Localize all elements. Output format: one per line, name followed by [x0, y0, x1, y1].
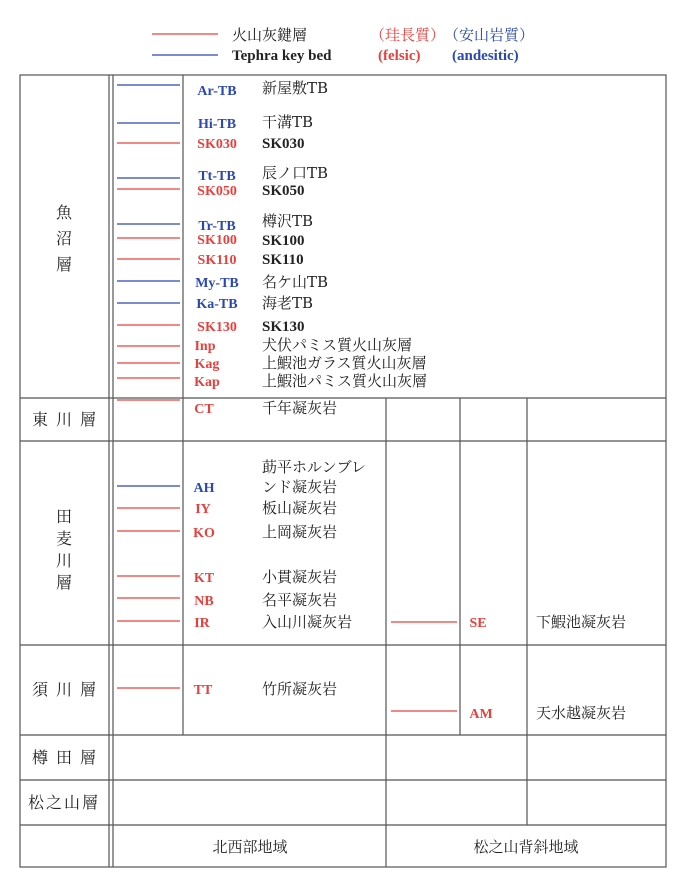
matsunoyama-beds — [391, 613, 626, 722]
bed-name: 小貫凝灰岩 — [262, 568, 338, 586]
bed-name: 上鰕池パミス質火山灰層 — [262, 372, 428, 390]
formation-char: 川 — [55, 410, 73, 429]
bed-code: Kap — [194, 375, 220, 390]
bed-code: IY — [195, 502, 211, 517]
bed-name: SK130 — [262, 319, 305, 335]
formation-char: 樽 — [31, 748, 49, 767]
bed-name-line: ンド凝灰岩 — [262, 478, 338, 496]
formation-char: 川 — [55, 680, 73, 699]
formation-higashikawa — [32, 410, 96, 429]
bed-name: 入山川凝灰岩 — [262, 613, 353, 631]
formation-tamugigawa — [56, 507, 72, 592]
bed-code: Inp — [194, 339, 216, 354]
bed-code: SK110 — [197, 253, 237, 268]
northwest-bed-lines — [117, 85, 180, 688]
bed-name-line: 莇平ホルンブレ — [262, 458, 367, 476]
bed-name: 竹所凝灰岩 — [262, 680, 338, 698]
formation-char: 層 — [79, 748, 97, 767]
bed-name: 板山凝灰岩 — [262, 499, 338, 517]
legend-label-jp: 火山灰鍵層 — [232, 26, 308, 44]
formation-char: 層 — [79, 680, 97, 699]
legend-felsic-jp: （珪長質） — [370, 26, 446, 44]
formation-char: 魚 — [55, 203, 73, 222]
formation-uonuma — [56, 203, 73, 274]
bed-code: Tr-TB — [198, 219, 236, 234]
bed-code: NB — [194, 594, 214, 609]
bed-code: SK100 — [197, 233, 237, 248]
bed-name: 樽沢TB — [262, 212, 314, 230]
legend-label-en: Tephra key bed — [232, 48, 332, 64]
bed-code: Ka-TB — [196, 297, 238, 312]
bed-name: 千年凝灰岩 — [262, 399, 338, 417]
formation-char: 川 — [55, 551, 73, 570]
bed-code: Tt-TB — [198, 169, 236, 184]
region-footer — [212, 838, 578, 856]
formation-char: 東 — [31, 410, 49, 429]
northwest-bed-codes — [193, 84, 239, 698]
bed-name: 上鰕池ガラス質火山灰層 — [262, 354, 427, 372]
formation-char: 麦 — [55, 529, 73, 548]
region-label-matsunoyama: 松之山背斜地域 — [473, 838, 579, 856]
formation-char: 沼 — [55, 229, 73, 248]
bed-code: AM — [469, 707, 493, 722]
formation-matsunoyama — [28, 793, 98, 812]
formation-char: 田 — [55, 507, 73, 526]
formation-char: 層 — [79, 410, 97, 429]
bed-name: 海老TB — [262, 294, 314, 312]
bed-code: CT — [194, 402, 214, 417]
bed-code: SK130 — [197, 320, 237, 335]
bed-code: My-TB — [195, 276, 239, 291]
bed-name: 上岡凝灰岩 — [262, 523, 338, 541]
bed-name: 新屋敷TB — [262, 79, 329, 97]
bed-name: 天水越凝灰岩 — [536, 704, 627, 722]
formation-char: 層 — [81, 793, 99, 812]
formation-char: 松 — [27, 793, 45, 812]
bed-code: TT — [193, 683, 213, 698]
formation-char: 山 — [63, 793, 81, 812]
bed-code: SE — [469, 616, 487, 631]
bed-name: 名ケ山TB — [262, 273, 329, 291]
bed-code: KO — [193, 526, 215, 541]
bed-name: 犬伏パミス質火山灰層 — [262, 336, 413, 354]
legend-andesitic-jp: （安山岩質） — [444, 26, 535, 44]
legend-andesitic-en: (andesitic) — [452, 48, 519, 64]
bed-name: 名平凝灰岩 — [262, 591, 338, 609]
bed-name: 干溝TB — [262, 113, 314, 131]
bed-name: SK030 — [262, 136, 305, 152]
legend — [152, 26, 534, 64]
bed-code: AH — [193, 481, 215, 496]
bed-code: Kag — [194, 357, 220, 372]
formation-char: 層 — [55, 255, 73, 274]
formation-char: 田 — [55, 748, 73, 767]
region-label-northwest: 北西部地域 — [212, 838, 288, 856]
bed-name: 辰ノ口TB — [262, 164, 329, 182]
bed-name: SK110 — [262, 252, 304, 268]
formation-char: 層 — [55, 573, 73, 592]
bed-code: Ar-TB — [197, 84, 237, 99]
formation-sugawa — [32, 680, 96, 699]
formation-taruda — [32, 748, 96, 767]
legend-felsic-en: (felsic) — [378, 48, 421, 64]
bed-name: SK050 — [262, 183, 305, 199]
formation-char: 須 — [31, 680, 49, 699]
formation-column — [28, 203, 98, 812]
bed-code: IR — [194, 616, 210, 631]
northwest-bed-names — [262, 79, 427, 698]
bed-code: KT — [193, 571, 215, 586]
bed-code: SK050 — [197, 184, 237, 199]
bed-code: Hi-TB — [197, 117, 237, 132]
bed-code: SK030 — [197, 137, 237, 152]
bed-name: 下鰕池凝灰岩 — [536, 613, 627, 631]
bed-name: SK100 — [262, 233, 305, 249]
formation-char: 之 — [45, 793, 63, 812]
